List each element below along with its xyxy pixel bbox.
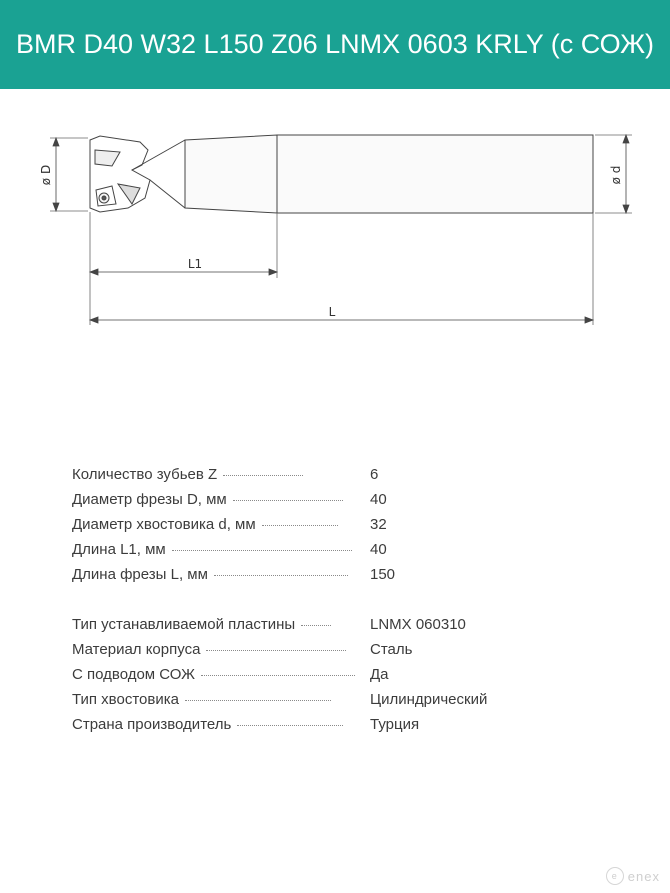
enex-watermark xyxy=(606,867,660,885)
spec-value: Турция xyxy=(370,716,420,733)
leader-dots xyxy=(237,725,343,726)
leader-dots xyxy=(201,675,355,676)
dim-L-label: L xyxy=(328,305,336,319)
spec-value: Да xyxy=(370,666,389,683)
spec-row xyxy=(72,716,512,741)
spec-row xyxy=(72,516,512,541)
spec-value: LNMX 060310 xyxy=(370,616,466,633)
title-banner xyxy=(0,0,670,89)
leader-dots xyxy=(185,700,331,701)
spec-value: Цилиндрический xyxy=(370,691,488,708)
cutter-head xyxy=(90,136,185,212)
page-title: BMR D40 W32 L150 Z06 LNMX 0603 KRLY (с СОЖ) xyxy=(16,29,654,59)
spec-label: Диаметр хвостовика d, мм xyxy=(72,516,256,533)
specs-group-dimensions xyxy=(72,466,512,591)
leader-dots xyxy=(172,550,352,551)
specs-group-details xyxy=(72,616,512,741)
spec-label: С подводом СОЖ xyxy=(72,666,195,683)
spec-value: Сталь xyxy=(370,641,413,658)
spec-label: Тип хвостовика xyxy=(72,691,179,708)
spec-label: Диаметр фрезы D, мм xyxy=(72,491,227,508)
leader-dots xyxy=(223,475,303,476)
dim-D-label: ø D xyxy=(39,164,53,186)
spec-row xyxy=(72,541,512,566)
spec-label: Материал корпуса xyxy=(72,641,201,658)
spec-label: Количество зубьев Z xyxy=(72,466,218,483)
spec-label: Длина фрезы L, мм xyxy=(72,566,208,583)
enex-logo-icon: e xyxy=(606,867,624,885)
leader-dots xyxy=(214,575,348,576)
leader-dots xyxy=(262,525,338,526)
shank-body xyxy=(185,135,593,213)
spec-label: Длина L1, мм xyxy=(72,541,166,558)
spec-row xyxy=(72,666,512,691)
technical-drawing xyxy=(0,120,670,340)
spec-row xyxy=(72,466,512,491)
spec-value: 6 xyxy=(370,466,379,483)
spec-label: Тип устанавливаемой пластины xyxy=(72,616,296,633)
spec-value: 40 xyxy=(370,541,387,558)
dim-L1-label: L1 xyxy=(187,257,203,271)
watermark-text: enex xyxy=(627,868,660,884)
specs-table xyxy=(72,466,512,741)
spec-row xyxy=(72,566,512,591)
spec-value: 40 xyxy=(370,491,387,508)
leader-dots xyxy=(233,500,343,501)
leader-dots xyxy=(206,650,346,651)
spec-value: 32 xyxy=(370,516,387,533)
spec-label: Страна производитель xyxy=(72,716,232,733)
leader-dots xyxy=(301,625,331,626)
spec-row xyxy=(72,691,512,716)
dim-d-label: ø d xyxy=(609,165,623,185)
spec-value: 150 xyxy=(370,566,396,583)
spec-row xyxy=(72,491,512,516)
spec-row xyxy=(72,616,512,641)
spec-row xyxy=(72,641,512,666)
